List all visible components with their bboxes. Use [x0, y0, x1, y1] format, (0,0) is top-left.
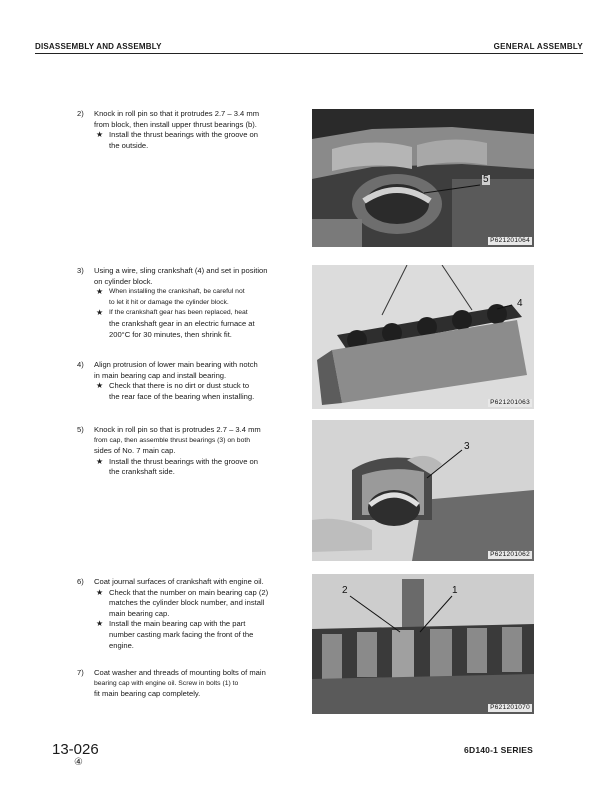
step-text-line: from block, then install upper thrust bearings (b).: [94, 119, 257, 129]
star-icon: ★: [96, 308, 104, 318]
note-line: Install the thrust bearings with the groove on: [109, 456, 259, 466]
callout-1: 1: [452, 585, 458, 596]
note-line: to let it hit or damage the cylinder block.: [109, 298, 229, 306]
photo-crankshaft-sling: [312, 265, 534, 409]
note-line: the outside.: [109, 140, 149, 150]
note-line: Install the thrust bearings with the groove on: [109, 130, 259, 140]
page-number: 13-026: [52, 741, 99, 758]
note: [96, 619, 268, 651]
header-rule: [35, 53, 583, 54]
note: [96, 287, 267, 308]
note-line: the crankshaft gear in an electric furnace at: [109, 318, 255, 328]
step-text-line: bearing cap with engine oil. Screw in bolts (1) to: [94, 679, 239, 687]
step-text-line: on cylinder block.: [94, 276, 153, 286]
star-icon: ★: [96, 619, 104, 629]
step-text-line: Coat washer and threads of mounting bolts of main: [94, 668, 266, 677]
note-line: matches the cylinder block number, and install: [109, 598, 265, 608]
step-text-line: Knock in roll pin so that it protrudes 2.7 – 3.4 mm: [94, 109, 260, 118]
step-text-line: Knock in roll pin so that is protrudes 2.7 – 3.4 mm: [94, 425, 261, 434]
callout-3: 3: [464, 441, 470, 452]
star-icon: ★: [96, 587, 104, 597]
note-line: Install the main bearing cap with the part: [109, 619, 246, 629]
note: [96, 381, 258, 402]
step-text-line: Coat journal surfaces of crankshaft with engine oil.: [94, 577, 264, 586]
note-line: Check that there is no dirt or dust stuck to: [109, 381, 250, 391]
step-text-line: sides of No. 7 main cap.: [94, 446, 176, 456]
note-line: number casting mark facing the front of the: [109, 629, 254, 639]
step-number: 4): [77, 360, 84, 369]
step-text-line: from cap, then assemble thrust bearings (3) on both: [94, 436, 251, 444]
callout-5: 5: [483, 174, 489, 185]
note-line: engine.: [109, 640, 134, 650]
step-number: 2): [77, 109, 84, 118]
photo-label: P621201064: [490, 237, 530, 244]
callout-4: 4: [517, 298, 523, 309]
engine-block-illustration: [312, 109, 534, 247]
step-text-line: Using a wire, sling crankshaft (4) and set in position: [94, 266, 268, 275]
photo-label: P621201063: [490, 399, 530, 406]
photo-main-bearing-caps: [312, 574, 534, 714]
star-icon: ★: [96, 381, 104, 391]
step-text-line: fit main bearing cap completely.: [94, 689, 201, 699]
revision-mark: ④: [74, 757, 83, 768]
group-title: GENERAL ASSEMBLY: [493, 42, 583, 51]
note-line: the crankshaft side.: [109, 467, 175, 477]
series-label: 6D140-1 SERIES: [464, 745, 533, 755]
photo-main-cap-thrust: [312, 420, 534, 561]
note-line: 200°C for 30 minutes, then shrink fit.: [109, 329, 232, 339]
step-text-line: in main bearing cap and install bearing.: [94, 370, 227, 380]
note-line: main bearing cap.: [109, 608, 170, 618]
note-line: Check that the number on main bearing cap (2): [109, 587, 269, 597]
star-icon: ★: [96, 287, 104, 297]
main-cap-illustration: [312, 420, 534, 561]
step-number: 3): [77, 266, 84, 275]
note: [96, 130, 259, 151]
note: [96, 308, 267, 340]
step-number: 5): [77, 425, 84, 434]
note-line: If the crankshaft gear has been replaced, heat: [109, 309, 248, 317]
star-icon: ★: [96, 456, 104, 466]
star-icon: ★: [96, 130, 104, 140]
callout-2: 2: [342, 585, 348, 596]
note-line: the rear face of the bearing when installing.: [109, 391, 255, 401]
note: [96, 457, 261, 478]
note-line: When installing the crankshaft, be careful not: [109, 288, 245, 296]
step-text-line: Align protrusion of lower main bearing with notch: [94, 360, 258, 369]
crankshaft-illustration: [312, 265, 534, 409]
photo-thrust-bearing-block: [312, 109, 534, 247]
photo-label: P621201062: [490, 551, 530, 558]
step-number: 6): [77, 577, 84, 586]
step-number: 7): [77, 668, 84, 677]
section-title: DISASSEMBLY AND ASSEMBLY: [35, 42, 162, 51]
photo-label: P621201070: [490, 704, 530, 711]
note: [96, 588, 268, 620]
